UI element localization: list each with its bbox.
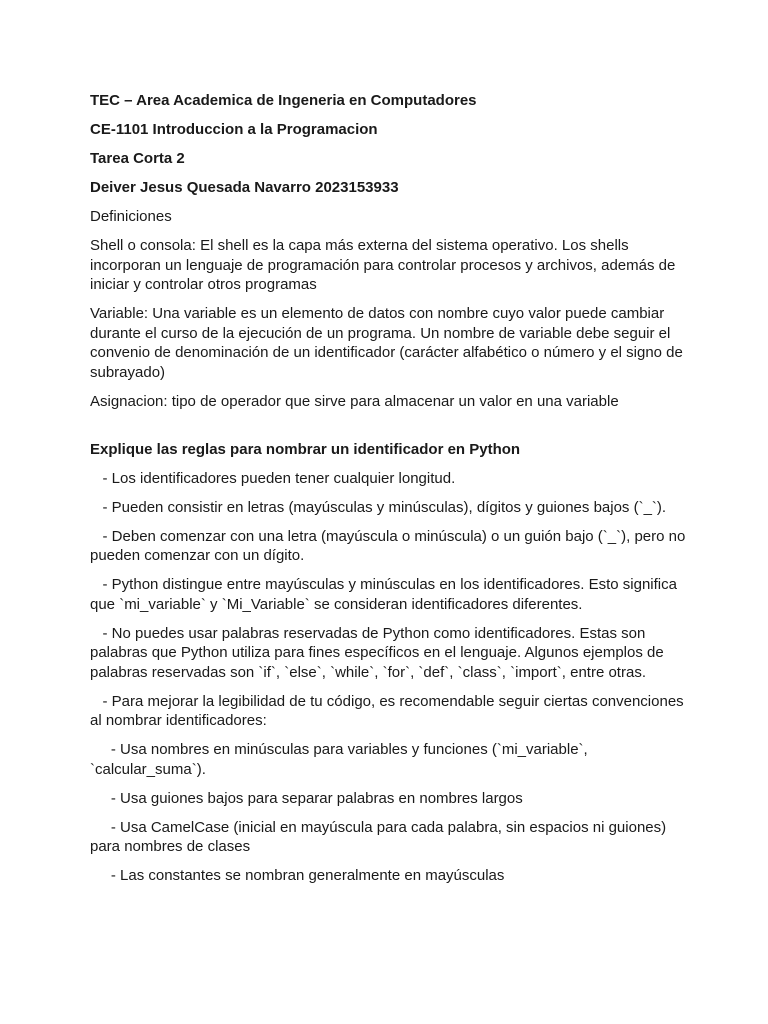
rule-item: - No puedes usar palabras reservadas de Python como identificadores. Estas son palabras que Python utiliza para fines específicos en el lenguaje. Algunos ejemplos de palabras reservadas son `if`, `else`, `while`, `for`, `def`, `class`, `import`, entre otras. xyxy=(90,624,668,681)
rule-item: - Deben comenzar con una letra (mayúscula o minúscula) o un guión bajo (`_`), pero no pueden comenzar con un dígito. xyxy=(90,527,690,564)
rule-subitem: - Usa guiones bajos para separar palabras en nombres largos xyxy=(90,789,523,807)
author-line: Deiver Jesus Quesada Navarro 2023153933 xyxy=(90,179,399,196)
institution-title: TEC – Area Academica de Ingeneria en Computadores xyxy=(90,92,477,109)
assignment-title: Tarea Corta 2 xyxy=(90,150,185,167)
definition-shell: Shell o consola: El shell es la capa más externa del sistema operativo. Los shells incorporan un lenguaje de programación para controlar procesos y archivos, además de iniciar y controlar otros programas xyxy=(90,237,680,293)
rule-subitem: - Usa CamelCase (inicial en mayúscula para cada palabra, sin espacios ni guiones) para nombres de clases xyxy=(90,818,671,855)
rule-item: - Los identificadores pueden tener cualquier longitud. xyxy=(90,469,456,487)
rule-subitem: - Las constantes se nombran generalmente en mayúsculas xyxy=(90,867,505,884)
rule-item: - Pueden consistir en letras (mayúsculas y minúsculas), dígitos y guiones bajos (`_`). xyxy=(90,498,667,516)
definition-assignment: Asignacion: tipo de operador que sirve para almacenar un valor en una variable xyxy=(90,392,619,410)
section-spacer xyxy=(90,421,690,440)
rule-item: - Para mejorar la legibilidad de tu código, es recomendable seguir ciertas convenciones al nombrar identificadores: xyxy=(90,692,688,729)
definition-variable: Variable: Una variable es un elemento de datos con nombre cuyo valor puede cambiar durante el curso de la ejecución de un programa. Un nombre de variable debe seguir el convenio de denominación de un identificador (carácter alfabético o número y el signo de subrayado) xyxy=(90,305,688,381)
rules-heading: Explique las reglas para nombrar un identificador en Python xyxy=(90,440,521,458)
rule-subitem: - Usa nombres en minúsculas para variables y funciones (`mi_variable`, `calcular_suma`). xyxy=(90,741,592,778)
rule-item: - Python distingue entre mayúsculas y minúsculas en los identificadores. Esto significa que `mi_variable` y `Mi_Variable` se consideran identificadores diferentes. xyxy=(90,576,682,613)
definitions-heading: Definiciones xyxy=(90,208,172,225)
document-page xyxy=(90,91,690,895)
course-title: CE-1101 Introduccion a la Programacion xyxy=(90,121,378,138)
